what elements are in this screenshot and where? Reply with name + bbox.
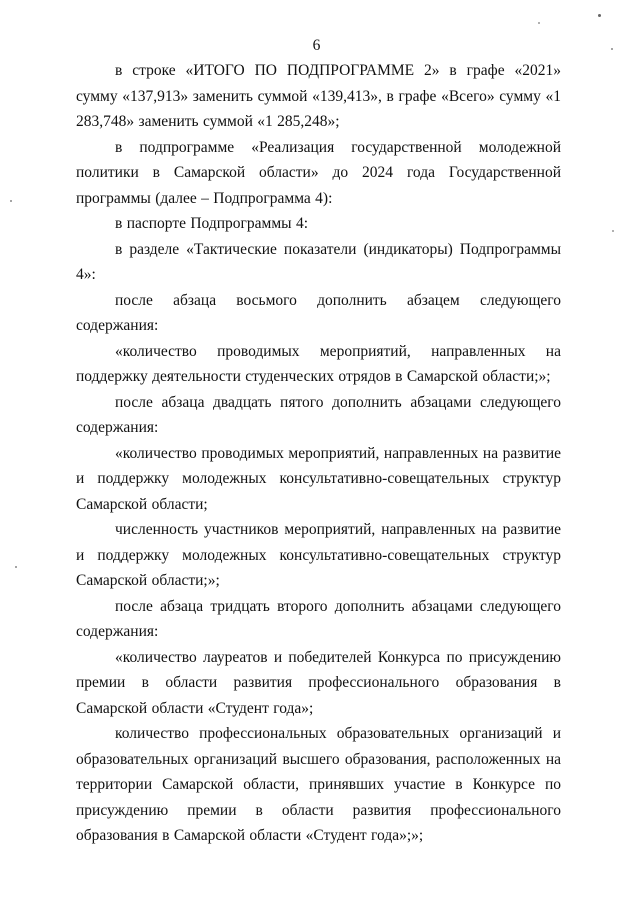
page-number: 6 xyxy=(312,37,321,54)
paragraph-contest-laureates: «количество лауреатов и победителей Конкурса по присуждению премии в области развития профессионального образования в Самарской области «Студент года»; xyxy=(76,648,561,717)
scan-speck xyxy=(15,566,17,568)
paragraph-after-thirty-second: после абзаца тридцать второго дополнить абзацами следующего содержания: xyxy=(76,597,561,640)
scan-speck xyxy=(612,230,614,232)
paragraph-itogo-podprogramma-2: в строке «ИТОГО ПО ПОДПРОГРАММЕ 2» в графе «2021» сумму «137,913» заменить суммой «139,413», в графе «Всего» сумму «1 283,748» заменить суммой «1 285,248»; xyxy=(76,62,561,130)
document-body xyxy=(76,58,561,849)
scan-speck xyxy=(10,200,12,202)
paragraph-event-participants: численность участников мероприятий, направленных на развитие и поддержку молодежных консультативно-совещательных структур Самарской области;»; xyxy=(76,521,561,589)
scan-speck xyxy=(598,14,601,17)
paragraph-after-eighth: после абзаца восьмого дополнить абзацем следующего содержания: xyxy=(76,291,561,334)
paragraph-consultative-events: «количество проводимых мероприятий, направленных на развитие и поддержку молодежных консультативно-совещательных структур Самарской области; xyxy=(76,444,561,513)
paragraph-passport: в паспорте Подпрограммы 4: xyxy=(115,215,308,232)
paragraph-tactical-indicators: в разделе «Тактические показатели (индикаторы) Подпрограммы 4»: xyxy=(76,240,561,283)
scan-speck xyxy=(611,48,613,50)
paragraph-podprogramma-4: в подпрограмме «Реализация государственной молодежной политики в Самарской области» до 2024 года Государственной программы (далее – Подпрограмма 4): xyxy=(76,138,561,207)
paragraph-after-twenty-fifth: после абзаца двадцать пятого дополнить абзацами следующего содержания: xyxy=(76,393,561,436)
paragraph-participating-organizations: количество профессиональных образовательных организаций и образовательных организаций высшего образования, расположенных на территории Самарской области, принявших участие в Конкурсе по присуждению премии в области развития профессионального образования в Самарской области «Студент года»;»; xyxy=(76,725,561,844)
scan-speck xyxy=(538,22,540,24)
paragraph-student-detachments: «количество проводимых мероприятий, направленных на поддержку деятельности студенческих отрядов в Самарской области;»; xyxy=(76,342,561,385)
